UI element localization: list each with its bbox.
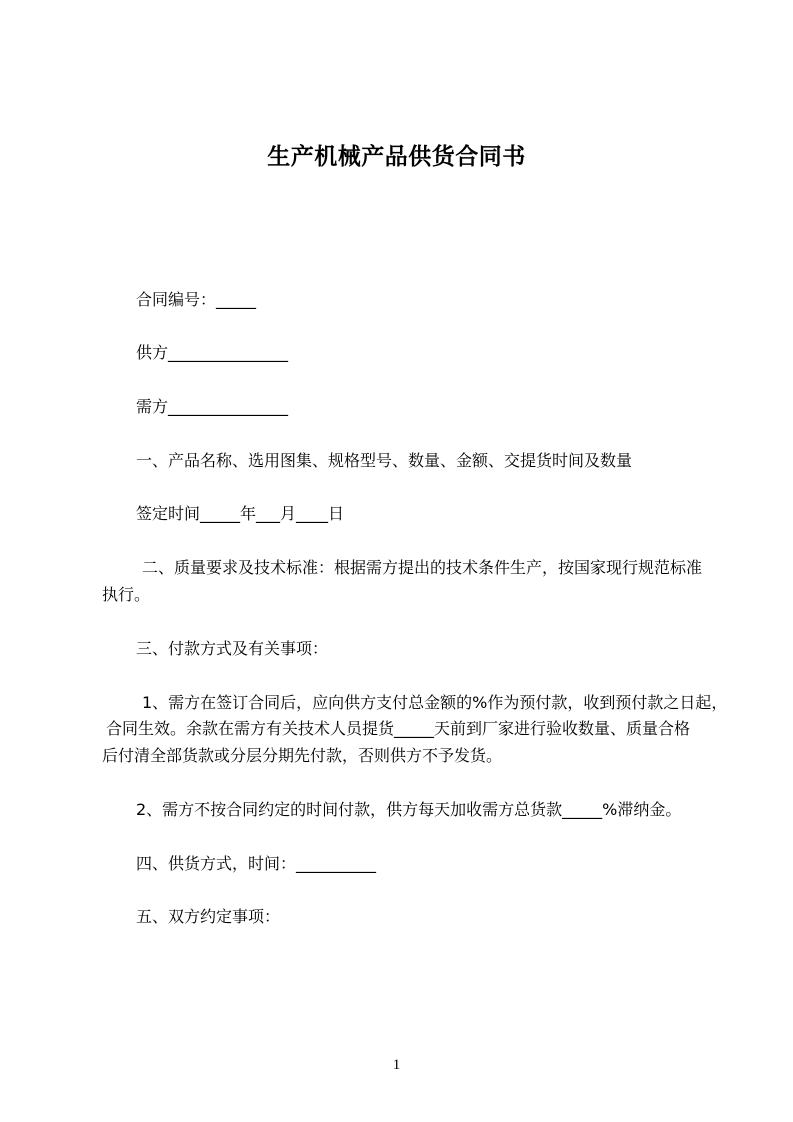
section-2-paragraph [102, 555, 722, 609]
document-body [102, 287, 728, 959]
section-5-heading [102, 904, 722, 931]
payment-clause-1 [102, 690, 728, 771]
supplier-line: 供方_______________ [136, 343, 289, 363]
section-1-line: 一、产品名称、选用图集、规格型号、数量、金额、交提货时间及数量 [136, 450, 633, 470]
payment-clause-1-line-2: 合同生效。余款在需方有关技术人员提货_____天前到厂家进行验收数量、质量合格 [106, 719, 691, 739]
page-number: 1 [392, 1057, 401, 1073]
section-2-line-1: 二、质量要求及技术标准：根据需方提出的技术条件生产，按国家现行规范标准 [142, 558, 703, 578]
payment-clause-2-line: 2、需方不按合同约定的时间付款，供方每天加收需方总货款_____%滞纳金。 [136, 800, 682, 819]
section-2-line-2: 执行。 [102, 585, 151, 605]
payment-clause-1-line-1: 1、需方在签订合同后，应向供方支付总金额的%作为预付款，收到预付款之日起， [142, 692, 728, 712]
section-3-heading [102, 636, 722, 663]
buyer-line: 需方_______________ [136, 396, 289, 416]
signing-date-paragraph [102, 501, 722, 528]
supplier-paragraph [102, 340, 722, 367]
buyer-paragraph [102, 394, 722, 421]
section-3-line: 三、付款方式及有关事项： [136, 638, 329, 658]
signing-date-line: 签定时间_____年___月____日 [136, 504, 345, 524]
payment-clause-2 [102, 797, 722, 824]
section-4-line: 四、供货方式，时间：__________ [136, 853, 377, 873]
section-5-line: 五、双方约定事项： [136, 907, 281, 927]
contract-number-paragraph [102, 287, 722, 314]
section-1-heading [102, 448, 722, 475]
section-4-paragraph [102, 851, 722, 878]
document-title: 生产机械产品供货合同书 [267, 144, 526, 170]
payment-clause-1-line-3: 后付清全部货款或分层分期先付款，否则供方不予发货。 [102, 746, 503, 766]
contract-number-line: 合同编号：_____ [136, 289, 257, 309]
